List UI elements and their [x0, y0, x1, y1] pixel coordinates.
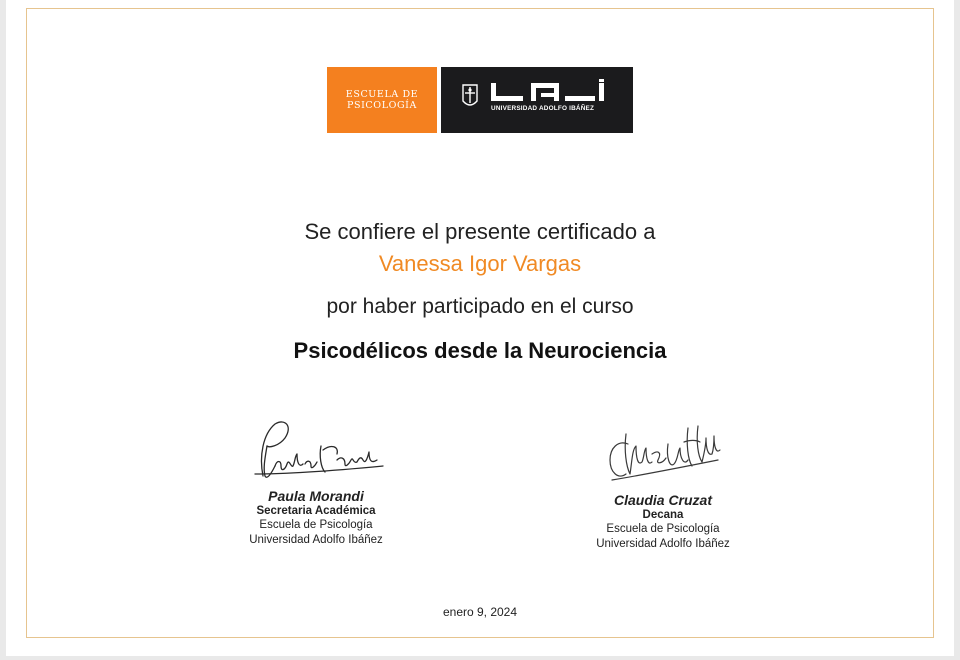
recipient-name: Vanessa Igor Vargas	[378, 251, 582, 276]
signatory-left-name: Paula Morandi	[268, 488, 364, 504]
university-logo-text: UNIVERSIDAD ADOLFO IBÁÑEZ	[491, 105, 595, 112]
signature-morandi	[241, 416, 391, 488]
school-logo-line1: ESCUELA DE	[345, 89, 419, 100]
university-crest-icon	[441, 67, 633, 133]
institution-logo	[327, 67, 633, 133]
certificate-intro: Se confiere el presente certificado a	[304, 219, 656, 244]
certificate-reason: por haber participado en el curso	[326, 295, 634, 318]
signatory-left-title: Secretaria Académica	[256, 505, 376, 517]
signatory-left-university: Universidad Adolfo Ibáñez	[249, 534, 383, 546]
signatory-left-school: Escuela de Psicología	[259, 519, 373, 531]
certificate-page	[6, 0, 954, 656]
issue-date: enero 9, 2024	[442, 605, 518, 619]
signatory-right-name: Claudia Cruzat	[613, 492, 712, 508]
signatory-right	[533, 414, 793, 552]
signatory-left	[186, 416, 446, 548]
school-logo	[327, 67, 437, 133]
signatory-right-university: Universidad Adolfo Ibáñez	[596, 538, 730, 550]
course-title: Psicodélicos desde la Neurociencia	[293, 338, 667, 363]
school-logo-line2: PSICOLOGÍA	[346, 100, 417, 111]
university-logo	[441, 67, 633, 133]
signature-cruzat	[588, 414, 738, 492]
signatory-right-title: Decana	[642, 509, 684, 521]
signatory-right-school: Escuela de Psicología	[606, 523, 720, 535]
